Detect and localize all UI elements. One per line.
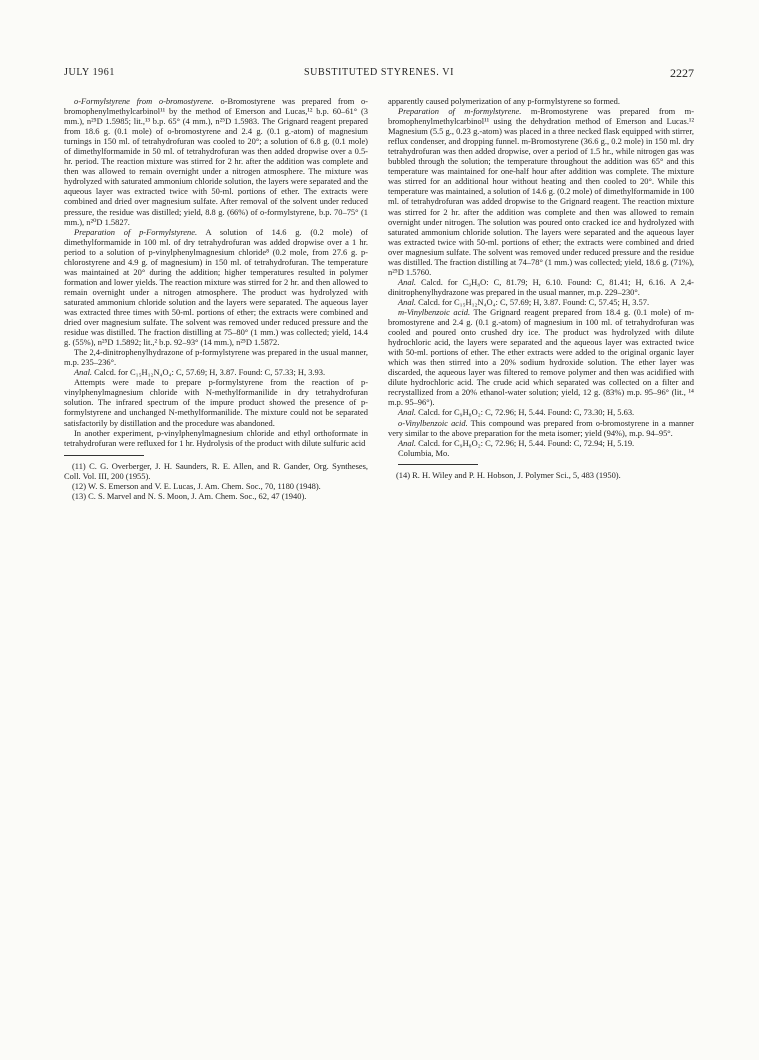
left-column — [64, 96, 368, 501]
footnote-11: (11) C. G. Overberger, J. H. Saunders, R. E. Allen, and R. Gander, Org. Syntheses, Coll. Vol. III, 200 (1955). — [64, 460, 368, 481]
paragraph-o-vinylbenzoic-acid — [388, 418, 694, 438]
paragraph-analysis — [388, 297, 694, 307]
footnote-divider — [64, 455, 144, 456]
analysis-label: Anal. — [398, 296, 417, 307]
analysis-label: Anal. — [398, 407, 417, 418]
paragraph-analysis — [388, 277, 694, 297]
header-date: JULY 1961 — [64, 67, 115, 78]
paragraph-body: The Grignard reagent prepared from 18.4 g. (0.1 mole) of m-bromostyrene and 2.4 g. (0.1 g.-atom) of magnesium in 100 ml. of tetrahydrofuran was cooled and poured onto crushed dry ice. The product was hydrolyzed with dilute hydrochloric acid, the layers were separated and the aqueous layer was extracted twice with 50-ml. portions of ether. The ether extracts were added to the original organic layer which was then stirred into a 20% sodium hydroxide solution. The ether layer was discarded, the aqueous layer was filtered to remove polymer and then was acidified with dilute hydrochloric acid. The crude acid which separated was collected on a filter and recrystallized from a 20% ethanol-water solution; yield, 12 g. (83%) m.p. 95–96° (lit., ¹⁴ m.p. 95–96°). — [388, 306, 694, 408]
page-number: 2227 — [670, 66, 694, 80]
paragraph-attempts: Attempts were made to prepare p-formylstyrene from the reaction of p-vinylphenylmagnesium chloride with N-methylformanilide in dry tetrahydrofuran solution. The infrared spectrum of the impure product showed the presence of p-formylstyrene and unchanged N-methylformanilide. The mixture could not be separated satisfactorily by distillation and the procedure was abandoned. — [64, 377, 368, 428]
analysis-label: Anal. — [398, 437, 417, 448]
analysis-label: Anal. — [398, 276, 417, 287]
paragraph-hydrazone: The 2,4-dinitrophenylhydrazone of p-formylstyrene was prepared in the usual manner, m.p. 235–236°. — [64, 347, 368, 368]
paragraph-heading: Preparation of p-Formylstyrene. — [74, 226, 198, 237]
analysis-body: Calcd. for C₉H₈O: C, 81.79; H, 6.10. Found: C, 81.41; H, 6.16. A 2,4-dinitrophenylhydrazone was prepared in the usual manner, m.p. 229–230°. — [388, 276, 694, 297]
paragraph-heading: Preparation of m-formylstyrene. — [398, 106, 522, 117]
footnote-divider — [398, 464, 478, 465]
paragraph-m-vinylbenzoic-acid — [388, 307, 694, 407]
paragraph-body: o-Bromostyrene was prepared from o-bromophenylmethylcarbinol¹¹ by the method of Emerson and Lucas,¹² b.p. 60–61° (3 mm.), n²⁵D 1.5985; lit.,¹³ b.p. 65° (4 mm.), n²⁵D 1.5983. The Grignard reagent prepared from 18.6 g. (0.1 mole) of o-bromostyrene and 2.4 g. (0.1 g.-atom) of magnesium turnings in 150 ml. of tetrahydrofuran was cooled to 20°; a solution of 6.8 g. (0.1 mole) of dimethylformamide in 50 ml. of tetrahydrofuran was then added dropwise over a 0.5-hr. period. The reaction mixture was stirred for 2 hr. after the addition was complete and then was allowed to remain overnight under a nitrogen atmosphere. The mixture was hydrolyzed with saturated ammonium chloride solution, the layers were separated and the aqueous layer was extracted twice with 50-ml. portions of ether. The extracts were combined and dried over magnesium sulfate. After removal of the solvent under reduced pressure, the residue was distilled; yield, 8.8 g. (66%) of o-formylstyrene, b.p. 70–75° (1 mm.), n²⁰D 1.5827. — [64, 96, 368, 227]
paragraph-analysis — [64, 367, 368, 377]
paragraph-another-experiment: In another experiment, p-vinylphenylmagnesium chloride and ethyl orthoformate in tetrahydrofuran were refluxed for 1 hr. Hydrolysis of the product with dilute sulfuric acid — [64, 427, 368, 448]
analysis-body: Calcd. for C₁₅H₁₂N₄O₄: C, 57.69; H, 3.87. Found: C, 57.45; H, 3.57. — [418, 296, 650, 307]
paragraph-heading: o-Vinylbenzoic acid. — [398, 417, 468, 428]
footnote-13: (13) C. S. Marvel and N. S. Moon, J. Am. Chem. Soc., 62, 47 (1940). — [72, 490, 307, 501]
paragraph-analysis — [388, 407, 694, 417]
running-header — [64, 67, 694, 81]
paragraph-o-formylstyrene — [64, 96, 368, 227]
paragraph-analysis — [388, 438, 694, 448]
analysis-body: Calcd. for C₉H₈O₂: C, 72.96; H, 5.44. Found: C, 72.94; H, 5.19. — [418, 437, 635, 448]
header-title: SUBSTITUTED STYRENES. VI — [303, 67, 455, 78]
paragraph-heading: m-Vinylbenzoic acid. — [398, 306, 471, 317]
footnote-14: (14) R. H. Wiley and P. H. Hobson, J. Polymer Sci., 5, 483 (1950). — [396, 469, 621, 480]
analysis-label: Anal. — [74, 367, 93, 378]
paragraph-body: m-Bromostyrene was prepared from m-bromophenylmethylcarbinol¹¹ using the dehydration method of Emerson and Lucas.¹² Magnesium (5.5 g., 0.23 g.-atom) was placed in a three necked flask equipped with stirrer, reflux condenser, and dropping funnel. m-Bromostyrene (36.6 g., 0.2 mole) in 150 ml. dry tetrahydrofuran was then added dropwise, over a period of 1.5 hr., while nitrogen gas was bubbled through the solution; the temperature throughout the addition was 65° and this temperature was maintained for one-half hour after addition was complete. The mixture was stirred for an additional hour without heating and then cooled to 20°. While this temperature was maintained, a solution of 14.6 g. (0.2 mole) of dimethylformamide in 100 ml. of tetrahydrofuran was added dropwise to the Grignard reagent. The reaction mixture was stirred for 2 hr. after the addition was complete and then was allowed to remain overnight under nitrogen. The solution was poured onto cracked ice and hydrolyzed with saturated ammonium chloride solution. The layers were separated and the aqueous layer was extracted twice with 50-ml. portions of ether; the extracts were combined and dried over magnesium sulfate. The solvent was removed under reduced pressure and the residue was distilled. The fraction distilling at 74–78° (1 mm.) was collected; yield, 18.6 g. (71%), n²⁵D 1.5760. — [388, 106, 695, 277]
footnote-12: (12) W. S. Emerson and V. E. Lucas, J. Am. Chem. Soc., 70, 1180 (1948). — [72, 480, 321, 491]
author-location: Columbia, Mo. — [398, 447, 450, 458]
paragraph-body: This compound was prepared from o-bromostyrene in a manner very similar to the above preparation for the meta isomer; yield (94%), m.p. 94–95°. — [388, 417, 694, 438]
right-column — [388, 96, 694, 480]
paragraph-body: A solution of 14.6 g. (0.2 mole) of dimethylformamide in 100 ml. of dry tetrahydrofuran was added dropwise over a 1 hr. period to a solution of p-vinylphenylmagnesium chloride⁸ (0.2 mole, from 27.6 g. p-chlorostyrene and 4.9 g. of magnesium) in 150 ml. of tetrahydrofuran. The temperature was maintained at 20° during the addition; higher temperatures resulted in polymer formation and lower yields. The reaction mixture was stirred for 2 hr. and then allowed to remain overnight under a nitrogen atmosphere. The product was hydrolyzed with saturated ammonium chloride solution and the layers were separated. The aqueous layer was extracted three times with 50-ml. portions of ether; the extracts were combined and dried over magnesium sulfate. The solvent was removed under reduced pressure and the residue was distilled. The fraction distilling at 75–80° (1 mm.) was collected; yield, 14.4 g. (55%), n²⁵D 1.5892; lit.,² b.p. 92–93° (14 mm.), n²⁵D 1.5872. — [64, 226, 368, 348]
analysis-body: Calcd. for C₁₅H₁₂N₄O₄: C, 57.69; H, 3.87. Found: C, 57.33; H, 3.93. — [94, 367, 326, 378]
paragraph-heading: o-Formylstyrene from o-bromostyrene. — [74, 96, 214, 106]
analysis-body: Calcd. for C₉H₈O₂: C, 72.96; H, 5.44. Found: C, 73.30; H, 5.63. — [418, 407, 635, 418]
paragraph-p-formylstyrene — [64, 227, 368, 348]
paragraph-m-formylstyrene — [388, 106, 694, 277]
paragraph-continuation: apparently caused polymerization of any p-formylstyrene so formed. — [388, 96, 620, 106]
